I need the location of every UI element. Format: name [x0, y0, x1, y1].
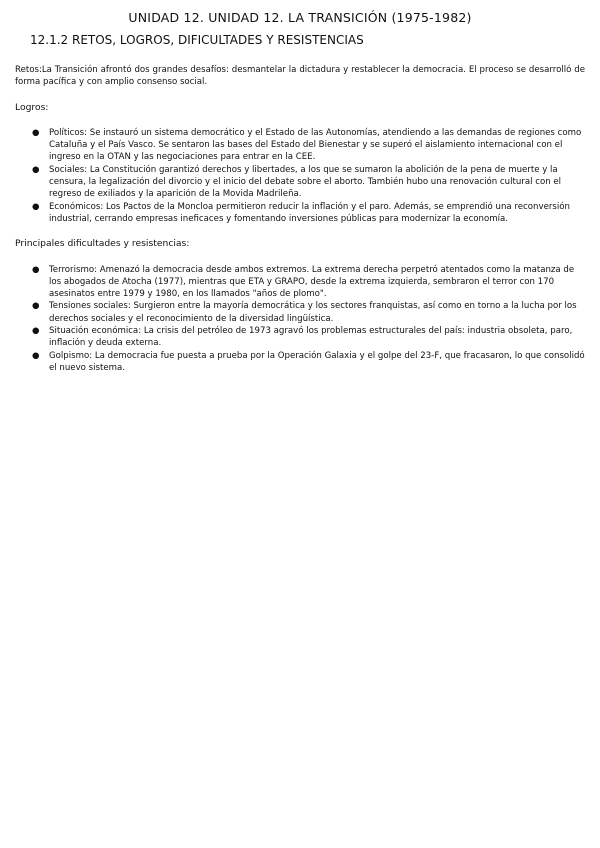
- bullet-icon: ●: [32, 164, 40, 175]
- dificultades-label: Principales dificultades y resistencias:: [15, 238, 190, 250]
- list-item-economicos: [15, 201, 585, 226]
- list-item-text: Situación económica: La crisis del petróleo de 1973 agravó los problemas estructurales del país: industria obsoleta, paro, inflación y deuda externa.: [49, 326, 573, 349]
- bullet-icon: ●: [32, 301, 40, 312]
- list-item-terrorismo: [15, 264, 585, 301]
- list-item-text: Golpismo: La democracia fue puesta a prueba por la Operación Galaxia y el golpe del 23-F, que fracasaron, lo que consolidó el nuevo sistema.: [49, 350, 585, 373]
- list-item-text: Sociales: La Constitución garantizó derechos y libertades, a los que se sumaron la abolición de la pena de muerte y la censura, la legalización del divorcio y el inicio del debate sobre el aborto. También hubo una renovación cultural con el regreso de exiliados y la aparición de la Movida Madrileña.: [49, 164, 562, 200]
- page-title: UNIDAD 12. UNIDAD 12. LA TRANSICIÓN (1975-1982): [128, 10, 472, 25]
- bullet-icon: ●: [32, 350, 40, 361]
- bullet-icon: ●: [32, 264, 40, 275]
- intro-paragraph: Retos:La Transición afrontó dos grandes desafíos: desmantelar la dictadura y restablecer la democracia. El proceso se desarrolló de forma pacífica y con amplio consenso social.: [15, 65, 585, 88]
- list-item-text: Económicos: Los Pactos de la Moncloa permitieron reducir la inflación y el paro. Además, se emprendió una reconversión industrial, cerrando empresas ineficaces y fomentando inversiones públicas para modernizar la economía.: [49, 201, 570, 224]
- document-body: [15, 64, 585, 374]
- list-item-situacion-economica: [15, 325, 585, 350]
- list-item-tensiones-sociales: [15, 300, 585, 325]
- list-item-text: Terrorismo: Amenazó la democracia desde ambos extremos. La extrema derecha perpetró atentados como la matanza de los abogados de Atocha (1977), mientras que ETA y GRAPO, desde la extrema izquierda, sembraron el terror con 170 asesinatos entre 1979 y 1980, en los llamados "años de plomo".: [49, 264, 575, 300]
- bullet-icon: ●: [32, 201, 40, 212]
- logros-list: [15, 127, 585, 225]
- section-subtitle: 12.1.2 RETOS, LOGROS, DIFICULTADES Y RESISTENCIAS: [30, 33, 364, 47]
- bullet-icon: ●: [32, 326, 40, 337]
- list-item-politicos: [15, 127, 585, 164]
- list-item-text: Políticos: Se instauró un sistema democrático y el Estado de las Autonomías, atendiendo a las demandas de regiones como Cataluña y el País Vasco. Se sentaron las bases del Estado del Bienestar y se superó el aislamiento internacional con el ingreso en la OTAN y las negociaciones para entrar en la CEE.: [49, 127, 582, 163]
- logros-label: Logros:: [15, 101, 49, 113]
- list-item-text: Tensiones sociales: Surgieron entre la mayoría democrática y los sectores franquistas, así como en torno a la lucha por los derechos sociales y el reconocimiento de la diversidad lingüística.: [49, 301, 577, 324]
- bullet-icon: ●: [32, 127, 40, 138]
- dificultades-list: [15, 264, 585, 375]
- list-item-sociales: [15, 164, 585, 201]
- list-item-golpismo: [15, 350, 585, 375]
